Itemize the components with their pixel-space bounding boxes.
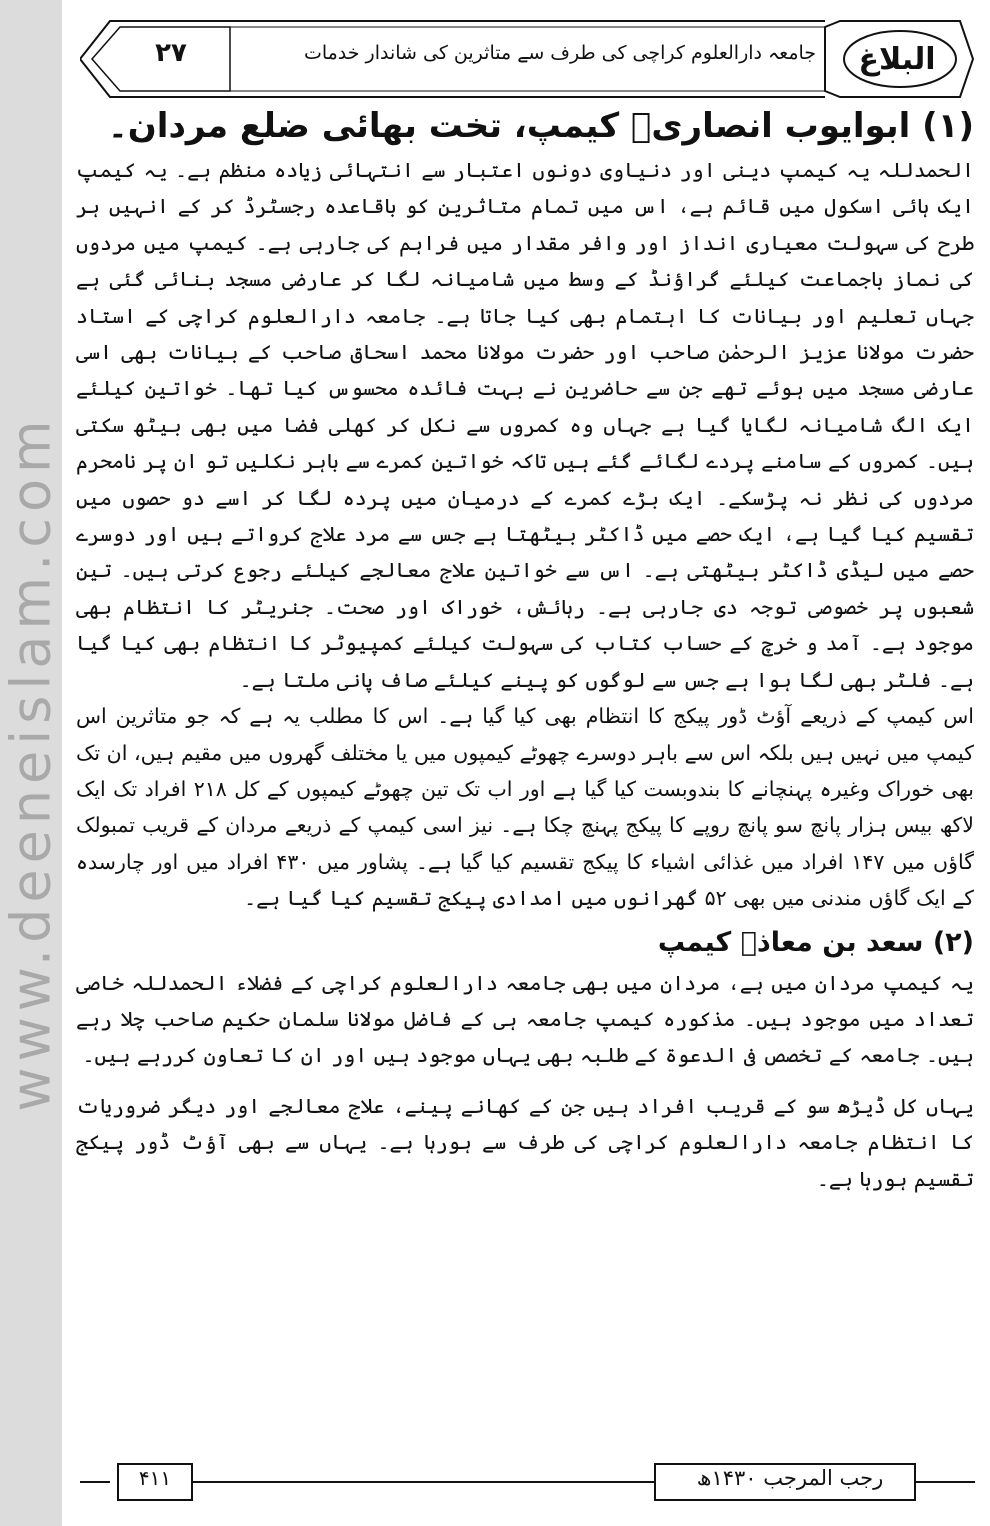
article-body: [76, 100, 974, 1440]
side-strip: [0, 0, 62, 1526]
paragraph-1: الحمدللہ یہ کیمپ دینی اور دنیاوی دونوں اعتبار سے انتہائی زیادہ منظم ہے۔ یہ کیمپ ایک ہائی اسکول میں قائم ہے، اس میں تمام متاثرین کو باقاعدہ رجسٹرڈ کر کے انہیں ہر طرح کی سہولت معیاری انداز اور وافر مقدار میں فراہم کی جارہی ہے۔ کیمپ میں مردوں کی نماز باجماعت کیلئے گراؤنڈ کے وسط میں شامیانہ لگا کر عارضی مسجد بنائی گئی ہے جہاں تعلیم اور بیانات کا اہتمام بھی کیا جاتا ہے۔ جامعہ دارالعلوم کراچی کے استاد حضرت مولانا عزیز الرحمٰن صاحب اور حضرت مولانا محمد اسحاق صاحب کے بیانات بھی اسی عارضی مسجد میں ہوئے تھے جن سے حاضرین نے بہت فائدہ محسوس کیا تھا۔ خواتین کیلئے ایک الگ شامیانہ لگایا گیا ہے جہاں وہ کمروں سے نکل کر کھلی فضا میں بھی بیٹھ سکتی ہیں۔ کمروں کے سامنے پردے لگائے گئے ہیں تاکہ خواتین کمرے سے باہر نکلیں تو ان پر نامحرم مردوں کی نظر نہ پڑسکے۔ ایک بڑے کمرے کے درمیان میں پردہ لگا کر اسے دو حصوں میں تقسیم کیا گیا ہے، ایک حصے میں ڈاکٹر بیٹھتا ہے جس سے مرد علاج کرواتے ہیں اور دوسرے حصے میں لیڈی ڈاکٹر بیٹھتی ہے۔ اس سے خواتین علاج معالجے کیلئے رجوع کرتی ہیں۔ تین شعبوں پر خصوصی توجہ دی جارہی ہے۔ رہائش، خوراک اور صحت۔ جنریٹر کا انتظام بھی موجود ہے۔ آمد و خرچ کے حساب کتاب کی سہولت کیلئے کمپیوٹر کا انتظام بھی کیا گیا ہے۔ فلٹر بھی لگا ہوا ہے جس سے لوگوں کو پینے کیلئے صاف پانی ملتا ہے۔: [76, 158, 974, 692]
paragraph-3: یہ کیمپ مردان میں ہے، مردان میں بھی جامعہ دارالعلوم کراچی کے فضلاء الحمدللہ خاصی تعداد میں موجود ہیں۔ مذکورہ کیمپ جامعہ ہی کے فاضل مولانا سلمان حکیم صاحب چلا رہے ہیں۔ جامعہ کے تخصص فی الدعوۃ کے طلبہ بھی یہاں موجود ہیں اور ان کا تعاون کررہے ہیں۔: [76, 970, 974, 1068]
page-number-top: ۲۷: [155, 38, 187, 68]
running-title: جامعہ دارالعلوم کراچی کی طرف سے متاثرین کی شاندار خدمات: [303, 42, 817, 64]
page-footer: [80, 1458, 975, 1506]
page-number-bottom: ۴۱۱: [138, 1466, 172, 1490]
section-heading-1: (۱) ابوایوب انصاریؓ کیمپ، تخت بھائی ضلع مردان۔: [107, 106, 974, 146]
watermark: www.deeneislam.com: [0, 414, 63, 1112]
logo: البلاغ: [858, 41, 936, 77]
section-heading-2: (۲) سعد بن معاذؓ کیمپ: [657, 926, 974, 958]
page-header: [80, 18, 975, 100]
paragraph-2: اس کیمپ کے ذریعے آؤٹ ڈور پیکج کا انتظام بھی کیا گیا ہے۔ اس کا مطلب یہ ہے کہ جو متاثرین اس کیمپ میں نہیں ہیں بلکہ اس سے باہر دوسرے چھوٹے کیمپوں میں یا مختلف گھروں میں مقیم ہیں، ان تک بھی خوراک وغیرہ پہنچانے کا بندوبست کیا گیا ہے اور اب تک تین چھوٹے کیمپوں کے کل ۲۱۸ افراد تک ایک لاکھ بیس ہزار پانچ سو پانچ روپے کا پیکج پہنچ چکا ہے۔ نیز اسی کیمپ کے ذریعے مردان کے قریب تمبولک گاؤں میں ۱۴۷ افراد میں غذائی اشیاء کا پیکج تقسیم کیا گیا ہے۔ پشاور میں ۴۳۰ افراد میں اور چارسدہ کے ایک گاؤں مندنی میں بھی ۵۲ گھرانوں میں امدادی پیکج تقسیم کیا گیا ہے۔: [76, 704, 975, 911]
paragraph-4: یہاں کل ڈیڑھ سو کے قریب افراد ہیں جن کے کھانے پینے، علاج معالجے اور دیگر ضروریات کا انتظام جامعہ دارالعلوم کراچی کی طرف سے ہورہا ہے۔ یہاں سے بھی آؤٹ ڈور پیکج تقسیم ہورہا ہے۔: [76, 1093, 974, 1191]
issue-date: رجب المرجب ۱۴۳۰ھ: [696, 1466, 884, 1490]
